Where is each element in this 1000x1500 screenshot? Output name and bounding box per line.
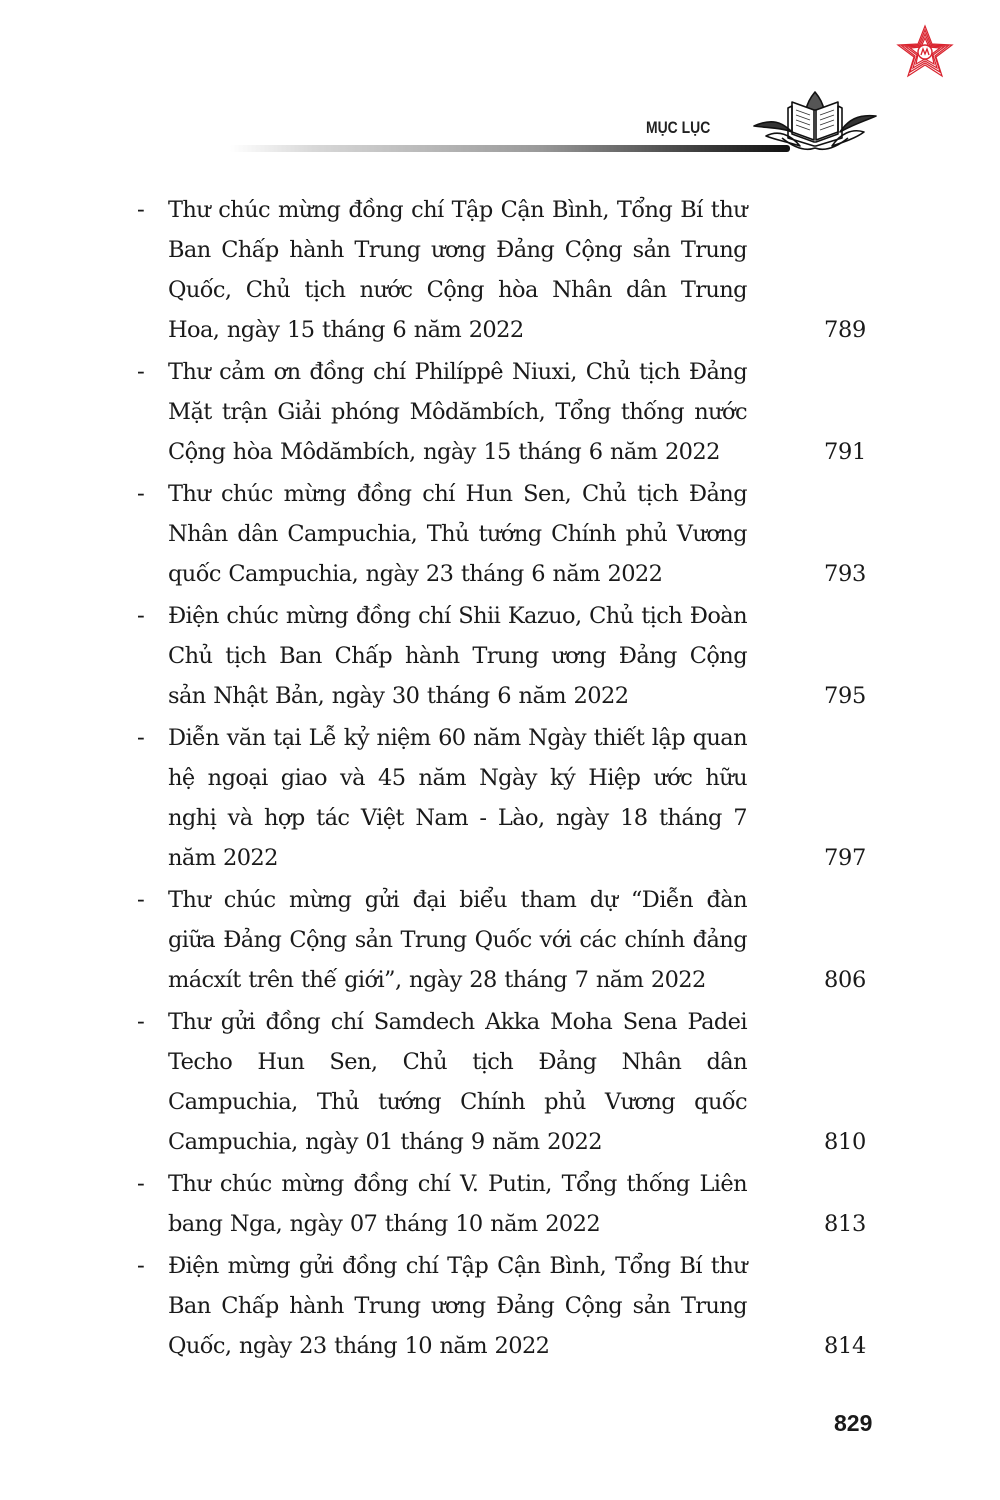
entry-title: Thư chúc mừng đồng chí Hun Sen, Chủ tịch Đảng Nhân dân Campuchia, Thủ tướng Chính phủ Vương quốc Campuchia, ngày 23 tháng 6 năm 2022 xyxy=(168,481,747,587)
entry-bullet: - xyxy=(137,1253,145,1279)
entry-bullet: - xyxy=(137,725,145,751)
page-number: 829 xyxy=(834,1410,873,1436)
entry-title: Thư chúc mừng gửi đại biểu tham dự “Diễn đàn giữa Đảng Cộng sản Trung Quốc với các chính đảng mácxít trên thế giới”, ngày 28 tháng 7 năm 2022 xyxy=(168,887,747,993)
entry-bullet: - xyxy=(137,887,145,913)
entry-bullet: - xyxy=(137,481,145,507)
entry-title: Điện mừng gửi đồng chí Tập Cận Bình, Tổng Bí thư Ban Chấp hành Trung ương Đảng Cộng sản Trung Quốc, ngày 23 tháng 10 năm 2022 xyxy=(168,1253,747,1359)
entry-page-number: 791 xyxy=(823,439,866,465)
entry-page-number: 813 xyxy=(823,1211,866,1237)
toc-entry xyxy=(137,1246,866,1366)
entry-page-number: 795 xyxy=(823,683,866,709)
entry-bullet: - xyxy=(137,197,145,223)
entry-title: Thư cảm ơn đồng chí Philíppê Niuxi, Chủ tịch Đảng Mặt trận Giải phóng Môdămbích, Tổng thống nước Cộng hòa Môdămbích, ngày 15 tháng 6 năm 2022 xyxy=(168,359,747,465)
entry-bullet: - xyxy=(137,603,145,629)
toc-entry xyxy=(137,1164,866,1244)
header-divider-bar xyxy=(230,145,790,152)
toc-entry xyxy=(137,190,866,350)
entry-page-number: 789 xyxy=(823,317,866,343)
entry-bullet: - xyxy=(137,359,145,385)
entry-page-number: 814 xyxy=(823,1333,866,1359)
entry-title: Điện chúc mừng đồng chí Shii Kazuo, Chủ tịch Đoàn Chủ tịch Ban Chấp hành Trung ương Đảng Cộng sản Nhật Bản, ngày 30 tháng 6 năm 2022 xyxy=(168,603,747,709)
entry-page-number: 793 xyxy=(823,561,866,587)
table-of-contents xyxy=(0,190,1000,1366)
toc-entry xyxy=(137,880,866,1000)
toc-entry xyxy=(137,352,866,472)
entry-bullet: - xyxy=(137,1009,145,1035)
toc-entry xyxy=(137,718,866,878)
section-title: MỤC LỤC xyxy=(646,118,711,137)
entry-title: Thư gửi đồng chí Samdech Akka Moha Sena Padei Techo Hun Sen, Chủ tịch Đảng Nhân dân Campuchia, Thủ tướng Chính phủ Vương quốc Campuchia, ngày 01 tháng 9 năm 2022 xyxy=(168,1009,747,1155)
toc-entry xyxy=(137,474,866,594)
lotus-book-ornament-icon xyxy=(752,88,878,154)
entry-title: Diễn văn tại Lễ kỷ niệm 60 năm Ngày thiết lập quan hệ ngoại giao và 45 năm Ngày ký Hiệp ước hữu nghị và hợp tác Việt Nam - Lào, ngày 18 tháng 7 năm 2022 xyxy=(168,725,747,871)
entry-page-number: 810 xyxy=(823,1129,866,1155)
toc-entry xyxy=(137,596,866,716)
entry-title: Thư chúc mừng đồng chí V. Putin, Tổng thống Liên bang Nga, ngày 07 tháng 10 năm 2022 xyxy=(168,1171,747,1237)
entry-page-number: 797 xyxy=(823,845,866,871)
publisher-star-logo-icon xyxy=(896,24,954,78)
toc-entry xyxy=(137,1002,866,1162)
entry-bullet: - xyxy=(137,1171,145,1197)
entry-page-number: 806 xyxy=(823,967,866,993)
entry-title: Thư chúc mừng đồng chí Tập Cận Bình, Tổng Bí thư Ban Chấp hành Trung ương Đảng Cộng sản Trung Quốc, Chủ tịch nước Cộng hòa Nhân dân Trung Hoa, ngày 15 tháng 6 năm 2022 xyxy=(168,197,747,343)
